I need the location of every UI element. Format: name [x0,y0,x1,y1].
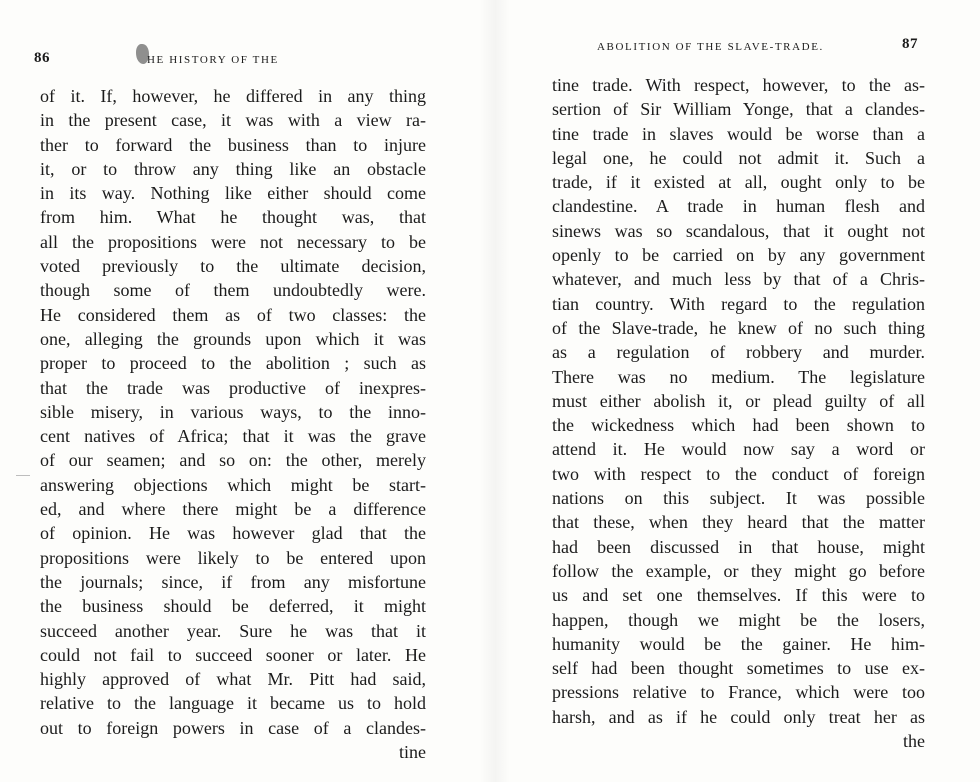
running-head-right: ABOLITION OF THE SLAVE-TRADE. [597,41,824,53]
text-line: the wickedness which had been shown to [552,415,925,436]
text-line: happen, though we might be the losers, [552,609,925,630]
text-line: propositions were likely to be entered upon [40,547,426,568]
text-line: all the propositions were not necessary to be [40,231,426,252]
body-text-left [40,84,426,764]
text-line: cent natives of Africa; that it was the grave [40,426,426,447]
text-line: humanity would be the gainer. He him- [552,633,925,654]
text-line: trade, if it existed at all, ought only to be [552,172,925,193]
text-line: of our seamen; and so on: the other, merely [40,450,426,471]
text-line: of the Slave-trade, he knew of no such thing [552,317,925,338]
text-line: He considered them as of two classes: the [40,304,426,325]
text-line: the journals; since, if from any misfortune [40,571,426,592]
catchword-left: tine [399,742,426,763]
text-line: tine trade in slaves would be worse than a [552,123,925,144]
text-line: answering objections which might be start- [40,474,426,495]
text-line: that these, when they heard that the matter [552,512,925,533]
text-line: as a regulation of robbery and murder. [552,342,925,363]
text-line: proper to proceed to the abolition ; such as [40,353,426,374]
text-line: the business should be deferred, it might [40,596,426,617]
margin-mark [16,475,30,476]
running-head-left: HE HISTORY OF THE [147,54,279,66]
right-page [490,0,980,782]
text-line: must either abolish it, or plead guilty of all [552,390,925,411]
text-line: from him. What he thought was, that [40,207,426,228]
text-line: ther to forward the business than to injure [40,134,426,155]
text-line: relative to the language it became us to hold [40,693,426,714]
text-line: attend it. He would now say a word or [552,439,925,460]
text-line: sinews was so scandalous, that it ought not [552,220,925,241]
text-line: tian country. With regard to the regulation [552,293,925,314]
text-line: it, or to throw any thing like an obstacle [40,158,426,179]
text-line: sible misery, in various ways, to the inno- [40,401,426,422]
text-line: one, alleging the grounds upon which it was [40,328,426,349]
text-line: follow the example, or they might go before [552,560,925,581]
text-line: could not fail to succeed sooner or later. He [40,644,426,665]
text-line: in its way. Nothing like either should come [40,183,426,204]
text-line: nations on this subject. It was possible [552,488,925,509]
text-line: two with respect to the conduct of foreign [552,463,925,484]
text-line: self had been thought sometimes to use ex- [552,658,925,679]
text-line: that the trade was productive of inexpres- [40,377,426,398]
page-number-right: 87 [902,36,918,52]
text-line: openly to be carried on by any government [552,245,925,266]
text-line: sertion of Sir William Yonge, that a clandes- [552,99,925,120]
page-number-left: 86 [34,50,50,66]
text-line: harsh, and as if he could only treat her as [552,706,925,727]
text-line: highly approved of what Mr. Pitt had said, [40,669,426,690]
text-line: us and set one themselves. If this were to [552,585,925,606]
text-line: though some of them undoubtedly were. [40,280,426,301]
text-line: voted previously to the ultimate decision, [40,256,426,277]
text-line: tine trade. With respect, however, to the as- [552,75,925,95]
text-line: in the present case, it was with a view ra- [40,110,426,131]
text-line: ed, and where there might be a difference [40,499,426,520]
text-line: out to foreign powers in case of a clandes- [40,717,426,738]
text-line: of opinion. He was however glad that the [40,523,426,544]
text-line: clandestine. A trade in human flesh and [552,196,925,217]
text-line: legal one, he could not admit it. Such a [552,147,925,168]
text-line: There was no medium. The legislature [552,366,925,387]
body-text-right [552,73,925,753]
text-line: succeed another year. Sure he was that it [40,620,426,641]
text-line: whatever, and much less by that of a Chris- [552,269,925,290]
catchword-right: the [903,731,925,752]
text-line: had been discussed in that house, might [552,536,925,557]
text-line: of it. If, however, he differed in any thing [40,86,426,106]
text-line: pressions relative to France, which were too [552,682,925,703]
